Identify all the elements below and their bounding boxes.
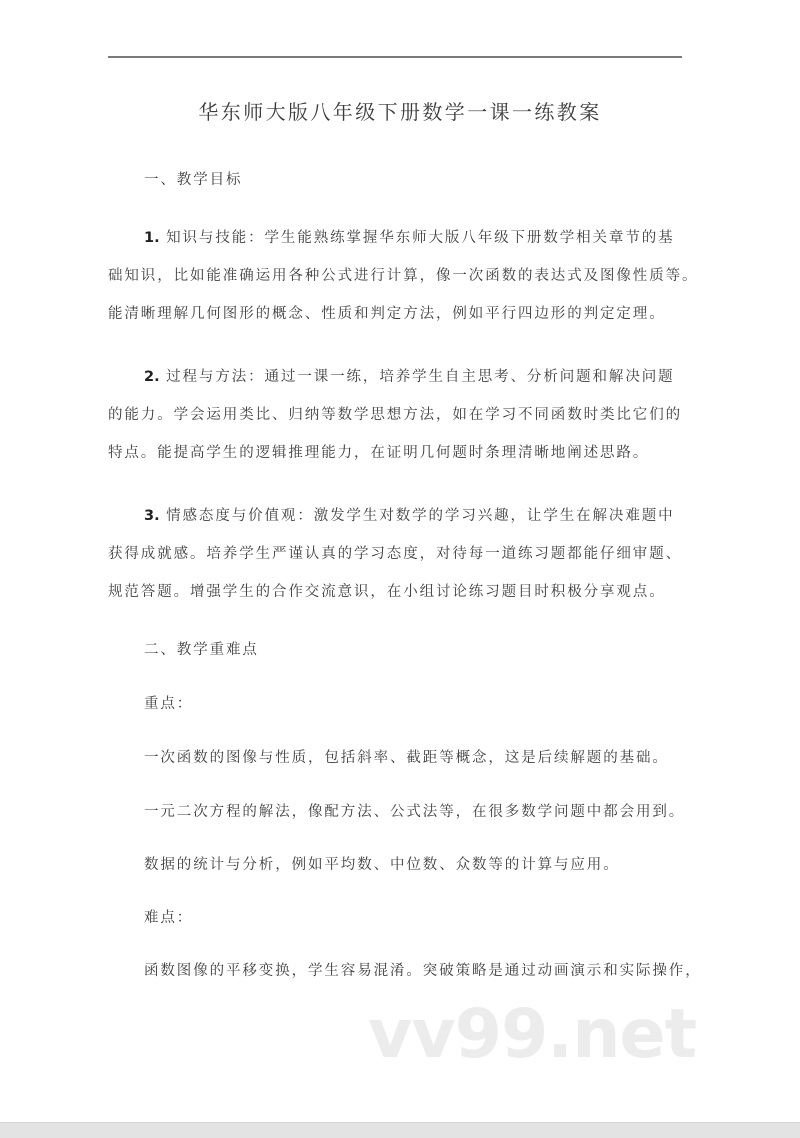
key-point-2: 一元二次方程的解法，像配方法、公式法等，在很多数学问题中都会用到。 <box>144 804 686 820</box>
objective-item-2 <box>144 365 675 386</box>
header-rule <box>108 56 682 58</box>
page-bottom-edge <box>0 1122 800 1138</box>
key-points-label: 重点： <box>144 696 194 712</box>
objective-item-3-line-2: 获得成就感。培养学生严谨认真的学习态度，对待每一道练习题都能仔细审题、 <box>108 546 682 562</box>
difficult-point-1: 函数图像的平移变换，学生容易混淆。突破策略是通过动画演示和实际操作， <box>144 963 702 979</box>
item-text: 过程与方法：通过一课一练，培养学生自主思考、分析问题和解决问题 <box>166 369 675 385</box>
objective-item-3 <box>144 504 675 525</box>
item-number: 1. <box>144 230 160 246</box>
objective-item-2-line-2: 的能力。学会运用类比、归纳等数学思想方法，如在学习不同函数时类比它们的 <box>108 407 682 423</box>
objective-item-3-line-3: 规范答题。增强学生的合作交流意识，在小组讨论练习题目时积极分享观点。 <box>108 584 666 600</box>
key-point-3: 数据的统计与分析，例如平均数、中位数、众数等的计算与应用。 <box>144 857 620 873</box>
objective-item-2-line-3: 特点。能提高学生的逻辑推理能力，在证明几何题时条理清晰地阐述思路。 <box>108 445 650 461</box>
section-heading-objectives: 一、教学目标 <box>144 172 243 188</box>
objective-item-1 <box>144 226 675 247</box>
difficult-points-label: 难点： <box>144 910 194 926</box>
watermark: vv99.net <box>368 995 697 1074</box>
item-number: 3. <box>144 508 160 524</box>
item-text: 知识与技能：学生能熟练掌握华东师大版八年级下册数学相关章节的基 <box>166 230 675 246</box>
section-heading-key-difficult-points: 二、教学重难点 <box>144 642 259 658</box>
objective-item-1-line-3: 能清晰理解几何图形的概念、性质和判定方法，例如平行四边形的判定定理。 <box>108 306 666 322</box>
item-text: 情感态度与价值观：激发学生对数学的学习兴趣，让学生在解决难题中 <box>166 508 675 524</box>
document-title: 华东师大版八年级下册数学一课一练教案 <box>198 100 602 124</box>
objective-item-1-line-2: 础知识，比如能准确运用各种公式进行计算，像一次函数的表达式及图像性质等。 <box>108 268 699 284</box>
key-point-1: 一次函数的图像与性质，包括斜率、截距等概念，这是后续解题的基础。 <box>144 750 669 766</box>
item-number: 2. <box>144 369 160 385</box>
